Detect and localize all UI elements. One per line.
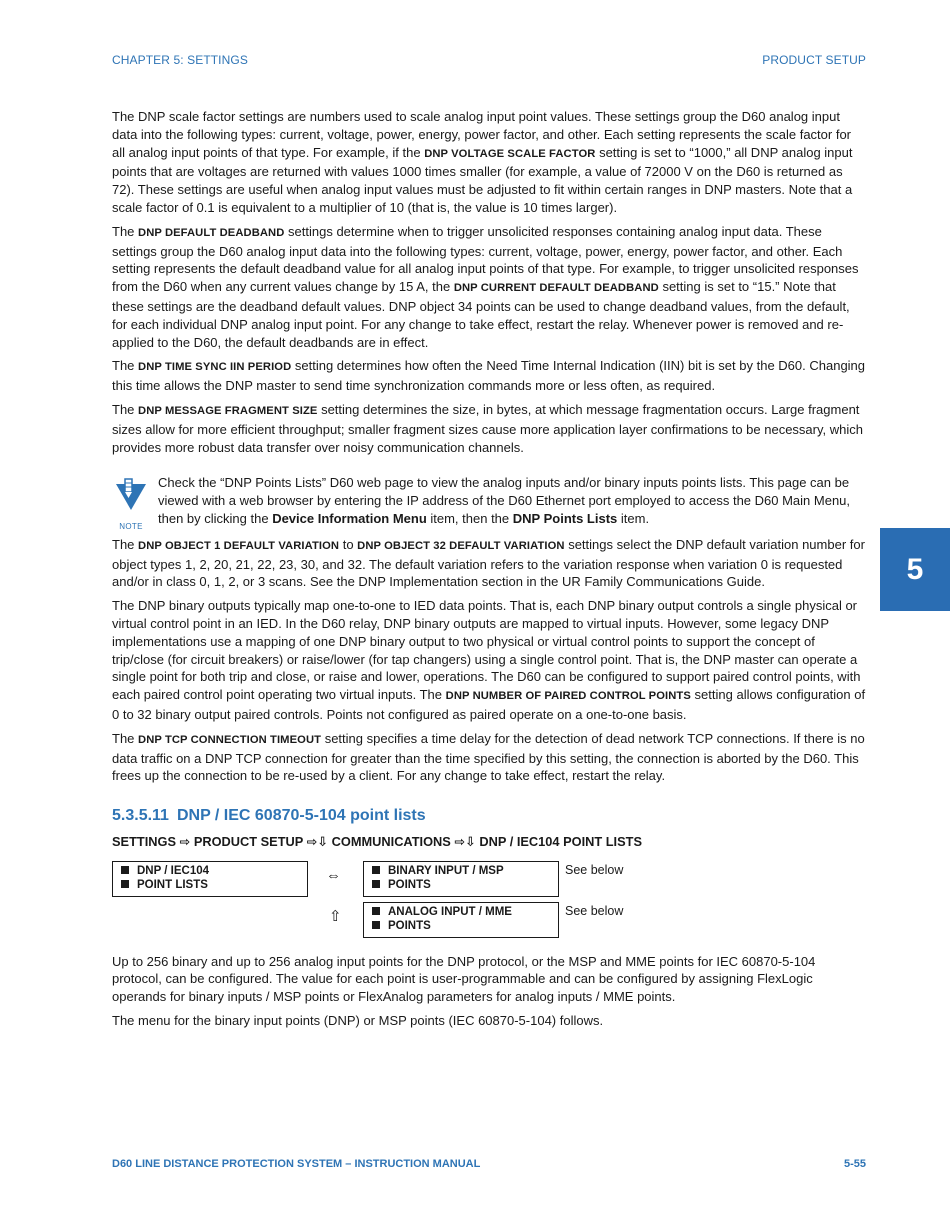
- setting-name: DNP TCP CONNECTION TIMEOUT: [138, 733, 322, 746]
- footer-title: D60 LINE DISTANCE PROTECTION SYSTEM – INSTRUCTION MANUAL: [112, 1158, 481, 1170]
- setting-name: DNP MESSAGE FRAGMENT SIZE: [138, 404, 318, 417]
- paragraph-fragment-size: The DNP MESSAGE FRAGMENT SIZE setting determines the size, in bytes, at which message fragmentation occurs. Large fragment sizes allow for more efficient throughput; smaller fragment sizes cause more application layer confirmations to be necessary, which provides more robust data transfer over noisy communication channels.: [112, 401, 863, 455]
- paragraph-binary-outputs: The DNP binary outputs typically map one-to-one to IED data points. That is, each DNP binary output controls a single physical or virtual control point in an IED. In the D60 relay, DNP binary outputs are mapped to virtual inputs. However, some legacy DNP implementations use a mapping of one DNP binary output to two physical or virtual control points to support the concept of trip/close (for circuit breakers) or raise/lower (for tap changers) using a single control point. That is, the DNP master can operate a single point for both trip and close, or raise and lower, operations. The D60 can be configured to support paired control points, with each paired control point operating two virtual inputs. The DNP NUMBER OF PAIRED CONTROL POINTS setting allows configuration of 0 to 32 binary output paired controls. Points not configured as paired operate on a one-to-one basis.: [112, 598, 866, 722]
- setting-name: DNP OBJECT 32 DEFAULT VARIATION: [357, 539, 565, 552]
- note-pen-icon: [114, 478, 148, 512]
- chapter-header: CHAPTER 5: SETTINGS: [112, 53, 248, 67]
- page-body: [112, 108, 867, 1036]
- menu-diagram: [112, 861, 867, 945]
- section-title: DNP / IEC 60870-5-104 point lists: [176, 807, 426, 825]
- menu-name: Device Information Menu: [272, 510, 427, 526]
- paragraph-time-sync: The DNP TIME SYNC IIN PERIOD setting determines how often the Need Time Internal Indication (IIN) bit is set by the D60. Changing this time allows the DNP master to send time synchronization commands more or less often, as required.: [112, 358, 866, 394]
- up-arrow-icon: ⇧: [329, 907, 342, 925]
- page-number: 5-55: [843, 1158, 866, 1170]
- menu-path: SETTINGS ⇨ PRODUCT SETUP ⇨⇩ COMMUNICATIONS ⇨⇩ DNP / IEC104 POINT LISTS: [112, 833, 642, 849]
- section-heading: [112, 807, 867, 825]
- note-label: NOTE: [119, 522, 143, 532]
- menu-item-note: See below: [565, 862, 624, 877]
- paragraph-deadband: The DNP DEFAULT DEADBAND settings determine when to trigger unsolicited responses containing analog input data. These settings group the D60 analog input data into the following types: current, voltage, power, energy, power factor, and other. Each setting represents the default deadband value for all analog input points of that type. For example, to trigger unsolicited responses from the D60 when any current values change by 15 A, the DNP CURRENT DEFAULT DEADBAND setting is set to “15.” Note that these settings are the deadband default values. DNP object 34 points can be used to change deadband values, from the default, for each individual DNP analog input point. For any change to take effect, restart the relay. Whenever power is removed and re-applied to the D60, the default deadbands are in effect.: [112, 223, 859, 350]
- menu-item-analog-input: ANALOG INPUT / MME POINTS: [363, 902, 559, 938]
- paragraph-menu-follows: The menu for the binary input points (DNP) or MSP points (IEC 60870-5-104) follows.: [112, 1013, 604, 1029]
- note-block: NOTE Check the “DNP Points Lists” D60 web page to view the analog inputs and/or binary inputs points lists. This page can be viewed with a web browser by entering the IP address of the D60 Ethernet port employed to access the D60 Main Menu, then by clicking the Device Information Menu item, then the DNP Points Lists item.: [112, 474, 867, 527]
- setting-name: DNP TIME SYNC IIN PERIOD: [138, 361, 292, 374]
- paragraph-point-counts: Up to 256 binary and up to 256 analog input points for the DNP protocol, or the MSP and MME points for IEC 60870-5-104 protocol, can be configured. The value for each point is user-programmable and can be configured by assigning FlexLogic operands for binary inputs / MSP points or FlexAnalog parameters for analog inputs / MME points.: [112, 953, 816, 1005]
- setting-name: DNP CURRENT DEFAULT DEADBAND: [453, 282, 659, 295]
- note-icon: [112, 478, 150, 536]
- menu-name: DNP Points Lists: [512, 510, 618, 526]
- chapter-side-tab: 5: [880, 528, 950, 611]
- paragraph-default-variation: The DNP OBJECT 1 DEFAULT VARIATION to DNP OBJECT 32 DEFAULT VARIATION settings select the DNP default variation number for object types 1, 2, 20, 21, 22, 23, 30, and 32. The default variation refers to the variation response when variation 0 is requested and/or in class 0, 1, 2, or 3 scans. See the DNP Implementation section in the UR Family Communications Guide.: [112, 536, 865, 590]
- setting-name: DNP OBJECT 1 DEFAULT VARIATION: [138, 539, 340, 552]
- setting-name: DNP DEFAULT DEADBAND: [138, 226, 285, 239]
- left-right-arrow-icon: ⇔: [326, 866, 341, 884]
- section-number: 5.3.5.11: [112, 807, 169, 825]
- setting-name: DNP NUMBER OF PAIRED CONTROL POINTS: [445, 690, 691, 703]
- section-header: PRODUCT SETUP: [762, 53, 866, 67]
- paragraph-tcp-timeout: The DNP TCP CONNECTION TIMEOUT setting specifies a time delay for the detection of dead network TCP connections. If there is no data traffic on a DNP TCP connection for greater than the time specified by this setting, the connection is aborted by the D60. This frees up the connection to be re-used by a client. For any change to take effect, restart the relay.: [112, 730, 865, 784]
- menu-item-note: See below: [565, 903, 624, 918]
- paragraph-scale-factor: The DNP scale factor settings are numbers used to scale analog input point values. These settings group the D60 analog input data into the following types: current, voltage, power, energy, power factor, and other. Each setting represents the scale factor for all analog input points of that type. For example, if the DNP VOLTAGE SCALE FACTOR setting is set to “1000,” all DNP analog input points that are voltages are returned with values 1000 times smaller (for example, a value of 72000 V on the D60 is returned as 72). These settings are useful when analog input values must be adjusted to fit within certain ranges in DNP masters. Note that a scale factor of 0.1 is equivalent to a multiplier of 10 (that is, the value is 10 times larger).: [112, 109, 853, 215]
- menu-item-binary-input: BINARY INPUT / MSP POINTS: [363, 861, 559, 897]
- setting-name: DNP VOLTAGE SCALE FACTOR: [424, 147, 596, 160]
- menu-root-box: DNP / IEC104 POINT LISTS: [112, 861, 308, 897]
